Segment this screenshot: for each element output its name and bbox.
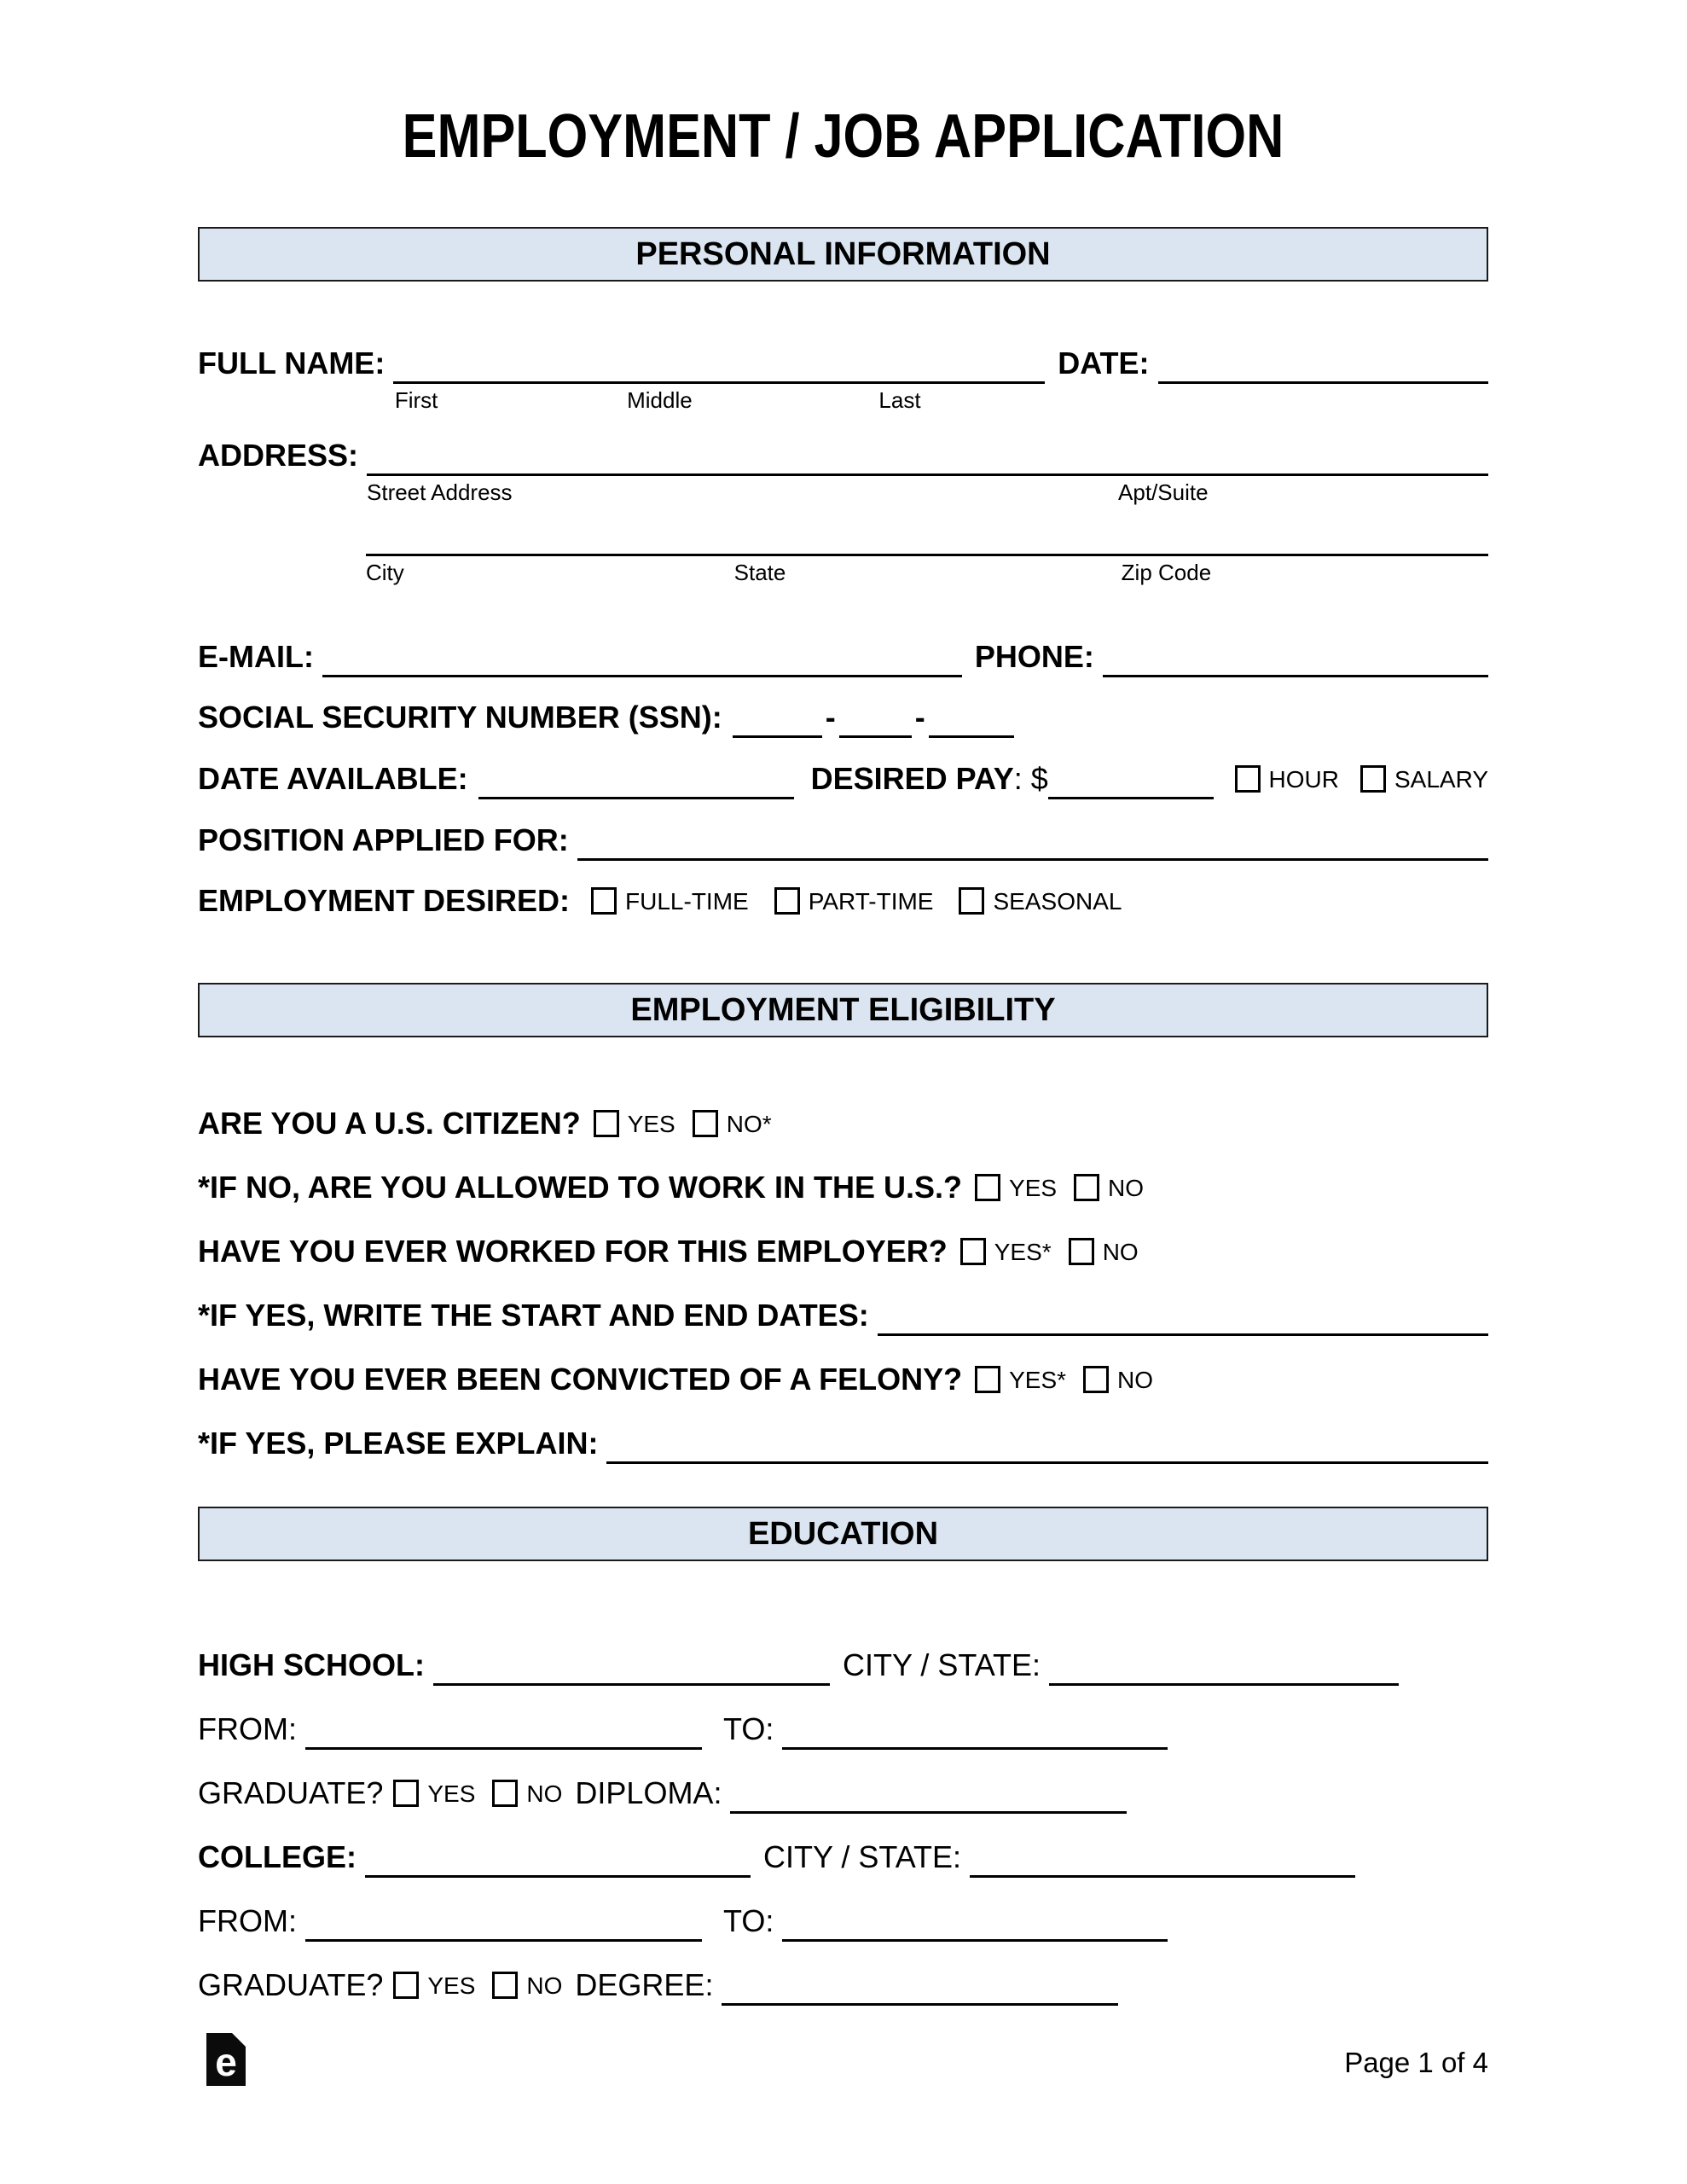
ssn-label: SOCIAL SECURITY NUMBER (SSN): (198, 700, 722, 735)
hs-graduate-yes-label: YES (427, 1780, 476, 1807)
college-input-line[interactable] (365, 1834, 751, 1878)
eforms-logo-letter: e (215, 2040, 237, 2084)
last-sublabel: Last (878, 387, 921, 413)
date-available-label: DATE AVAILABLE: (198, 761, 468, 796)
city-sublabel: City (366, 560, 404, 585)
full-name-label: FULL NAME: (198, 346, 386, 380)
felony-explain-row (198, 1420, 1488, 1464)
city-state-zip-input-line[interactable] (366, 513, 1488, 556)
seasonal-option-label: SEASONAL (993, 888, 1122, 915)
high-school-from-input-line[interactable] (305, 1706, 702, 1750)
address-row (198, 433, 1488, 476)
high-school-city-state-input-line[interactable] (1049, 1642, 1399, 1686)
college-graduate-row (198, 1962, 1488, 2006)
name-sublabels (391, 387, 1046, 415)
eforms-logo (206, 2033, 246, 2086)
middle-sublabel: Middle (627, 387, 693, 413)
street-address-sublabel: Street Address (367, 479, 513, 505)
diploma-input-line[interactable] (730, 1770, 1127, 1814)
address-sublabels-1 (367, 479, 1488, 507)
citizen-question-label: ARE YOU A U.S. CITIZEN? (198, 1106, 581, 1141)
zip-code-sublabel: Zip Code (1121, 560, 1212, 585)
checkbox-felony-yes[interactable] (975, 1366, 1000, 1393)
worked-before-question-label: HAVE YOU EVER WORKED FOR THIS EMPLOYER? (198, 1234, 948, 1269)
felony-question-row (198, 1356, 1488, 1400)
felony-question-label: HAVE YOU EVER BEEN CONVICTED OF A FELONY? (198, 1362, 963, 1397)
allowed-yes-label: YES (1009, 1175, 1058, 1201)
checkbox-college-graduate-no[interactable] (492, 1972, 518, 1999)
apt-suite-sublabel: Apt/Suite (1118, 479, 1209, 505)
salary-option-label: SALARY (1394, 766, 1488, 793)
checkbox-part-time[interactable] (774, 887, 800, 915)
checkbox-college-graduate-yes[interactable] (393, 1972, 419, 1999)
college-graduate-yes-label: YES (427, 1972, 476, 1999)
hour-option-label: HOUR (1268, 766, 1339, 793)
felony-yes-label: YES* (1009, 1367, 1067, 1393)
degree-label: DEGREE: (575, 1967, 714, 2002)
college-graduate-no-label: NO (526, 1972, 563, 1999)
college-from-input-line[interactable] (305, 1898, 702, 1942)
college-to-label: TO: (722, 1903, 774, 1938)
high-school-graduate-row (198, 1770, 1488, 1814)
checkbox-hs-graduate-yes[interactable] (393, 1780, 419, 1807)
checkbox-seasonal[interactable] (959, 887, 984, 915)
checkbox-citizen-no[interactable] (693, 1110, 718, 1137)
ssn-part2-input-line[interactable] (839, 694, 912, 738)
street-address-input-line[interactable] (367, 433, 1488, 476)
felony-explain-label: *IF YES, PLEASE EXPLAIN: (198, 1426, 599, 1461)
high-school-row (198, 1642, 1488, 1686)
full-name-input-line[interactable] (393, 340, 1045, 384)
email-input-line[interactable] (322, 634, 962, 677)
section-header-personal-information: PERSONAL INFORMATION (198, 227, 1488, 282)
high-school-city-state-label: CITY / STATE: (843, 1647, 1041, 1682)
checkbox-worked-yes[interactable] (960, 1238, 986, 1265)
high-school-from-label: FROM: (198, 1711, 297, 1746)
checkbox-worked-no[interactable] (1069, 1238, 1094, 1265)
felony-explain-input-line[interactable] (606, 1420, 1488, 1464)
first-sublabel: First (394, 387, 438, 413)
employment-desired-label: EMPLOYMENT DESIRED: (198, 883, 571, 918)
date-input-line[interactable] (1158, 340, 1488, 384)
address-row-2 (198, 513, 1488, 556)
allowed-no-label: NO (1108, 1175, 1145, 1201)
date-available-desired-pay-row (198, 756, 1488, 799)
email-label: E-MAIL: (198, 639, 314, 674)
college-label: COLLEGE: (198, 1839, 357, 1874)
college-from-label: FROM: (198, 1903, 297, 1938)
date-available-input-line[interactable] (478, 756, 794, 799)
college-city-state-input-line[interactable] (970, 1834, 1355, 1878)
checkbox-allowed-no[interactable] (1074, 1174, 1099, 1201)
high-school-to-input-line[interactable] (782, 1706, 1168, 1750)
degree-input-line[interactable] (722, 1962, 1118, 2006)
worked-before-question-row (198, 1228, 1488, 1272)
part-time-option-label: PART-TIME (808, 888, 934, 915)
address-sublabels-2 (366, 560, 1488, 587)
checkbox-felony-no[interactable] (1083, 1366, 1109, 1393)
college-from-to-row (198, 1898, 1488, 1942)
checkbox-hour[interactable] (1235, 765, 1261, 793)
high-school-label: HIGH SCHOOL: (198, 1647, 425, 1682)
worked-no-label: NO (1102, 1239, 1139, 1265)
start-end-dates-row (198, 1292, 1488, 1336)
checkbox-citizen-yes[interactable] (594, 1110, 619, 1137)
high-school-to-label: TO: (722, 1711, 774, 1746)
section-header-education: EDUCATION (198, 1507, 1488, 1561)
start-end-dates-label: *IF YES, WRITE THE START AND END DATES: (198, 1298, 869, 1333)
ssn-separator-1: - (825, 700, 836, 735)
page-number: Page 1 of 4 (1344, 2047, 1488, 2078)
allowed-to-work-question-label: *IF NO, ARE YOU ALLOWED TO WORK IN THE U.S.? (198, 1170, 963, 1205)
allowed-to-work-question-row (198, 1165, 1488, 1208)
ssn-part3-input-line[interactable] (929, 694, 1014, 738)
position-applied-label: POSITION APPLIED FOR: (198, 822, 569, 857)
citizen-yes-label: YES (627, 1111, 675, 1137)
phone-label: PHONE: (974, 639, 1094, 674)
ssn-part1-input-line[interactable] (733, 694, 822, 738)
state-sublabel: State (733, 560, 786, 585)
full-time-option-label: FULL-TIME (625, 888, 749, 915)
desired-pay-input-line[interactable] (1048, 756, 1214, 799)
full-name-row (198, 340, 1488, 384)
checkbox-full-time[interactable] (591, 887, 617, 915)
felony-no-label: NO (1117, 1367, 1154, 1393)
section-header-employment-eligibility: EMPLOYMENT ELIGIBILITY (198, 983, 1488, 1037)
citizen-question-row (198, 1101, 1488, 1144)
date-label: DATE: (1058, 346, 1150, 380)
desired-pay-label: DESIRED PAY (810, 761, 1014, 796)
position-applied-input-line[interactable] (577, 817, 1488, 861)
checkbox-allowed-yes[interactable] (975, 1174, 1000, 1201)
checkbox-hs-graduate-no[interactable] (492, 1780, 518, 1807)
position-applied-row (198, 817, 1488, 861)
page-title: EMPLOYMENT / JOB APPLICATION (402, 102, 1284, 171)
ssn-row (198, 694, 1488, 738)
phone-input-line[interactable] (1103, 634, 1488, 677)
college-to-input-line[interactable] (782, 1898, 1168, 1942)
college-city-state-label: CITY / STATE: (763, 1839, 962, 1874)
college-row (198, 1834, 1488, 1878)
worked-yes-label: YES* (994, 1239, 1052, 1265)
diploma-label: DIPLOMA: (575, 1775, 722, 1810)
desired-pay-money-sign: : $ (1013, 761, 1048, 796)
high-school-input-line[interactable] (433, 1642, 830, 1686)
hs-graduate-no-label: NO (526, 1780, 563, 1807)
citizen-no-label: NO* (726, 1111, 772, 1137)
email-phone-row (198, 634, 1488, 677)
ssn-separator-2: - (914, 700, 925, 735)
address-label: ADDRESS: (198, 438, 359, 473)
checkbox-salary[interactable] (1360, 765, 1386, 793)
high-school-from-to-row (198, 1706, 1488, 1750)
college-graduate-label: GRADUATE? (198, 1967, 384, 2002)
page-content (198, 0, 1488, 2184)
employment-desired-row (198, 880, 1488, 921)
high-school-graduate-label: GRADUATE? (198, 1775, 384, 1810)
start-end-dates-input-line[interactable] (878, 1292, 1488, 1336)
